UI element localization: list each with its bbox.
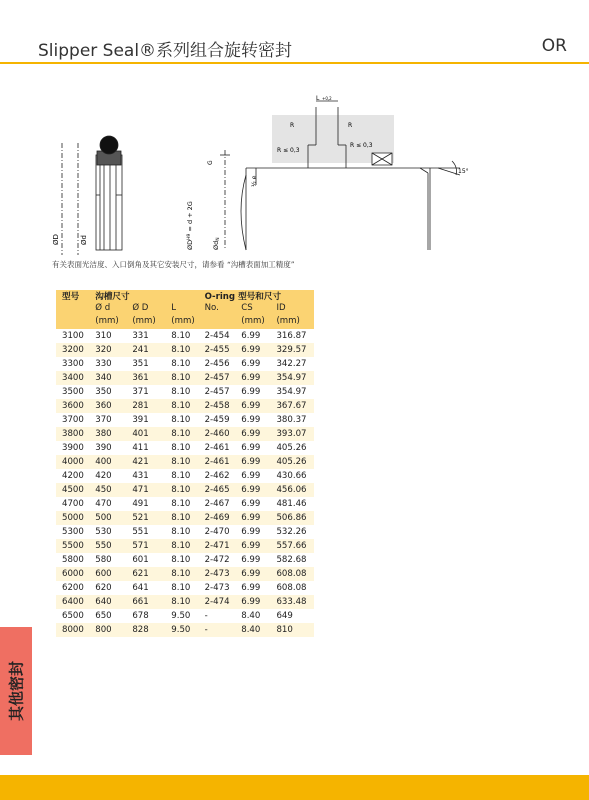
table-cell: 6.99: [241, 595, 276, 609]
table-cell: 401: [132, 427, 171, 441]
table-cell: 571: [132, 539, 171, 553]
r-left: R ≤ 0,3: [277, 147, 300, 154]
label-g: G: [207, 160, 214, 165]
table-cell: 330: [95, 359, 112, 369]
table-cell: 340: [95, 371, 132, 385]
table-cell: 411: [132, 443, 149, 453]
table-cell: 241: [132, 343, 171, 357]
table-cell: 649: [276, 611, 293, 621]
table-cell: -: [204, 611, 208, 621]
table-cell: 8.10: [171, 343, 204, 357]
r1-left: R: [290, 122, 295, 129]
product-code: OR: [541, 36, 567, 56]
table-row: [56, 385, 314, 399]
table-cell: 8.10: [171, 483, 204, 497]
table-cell: 331: [132, 331, 149, 341]
table-cell: 641: [132, 583, 149, 593]
table-cell: 2-465: [205, 483, 242, 497]
table-cell: 371: [132, 387, 149, 397]
col-L: L: [171, 302, 204, 313]
table-cell: 390: [95, 443, 112, 453]
table-cell: 600: [95, 567, 132, 581]
table-cell: 361: [132, 371, 171, 385]
table-cell: 8.10: [171, 595, 204, 609]
header-rule: [0, 62, 589, 64]
section-side-tab[interactable]: [0, 627, 32, 755]
table-cell: 8.10: [171, 539, 204, 553]
table-cell: 350: [95, 387, 112, 397]
table-cell: 557.66: [276, 539, 314, 553]
table-cell: 580: [95, 555, 112, 565]
table-cell: 3400: [56, 371, 95, 385]
col-D: Ø D: [132, 302, 171, 313]
table-cell: 8.10: [171, 427, 204, 441]
dimension-table: [56, 290, 314, 637]
table-cell: 281: [132, 399, 171, 413]
table-cell: 6.99: [241, 483, 276, 497]
table-cell: 431: [132, 471, 149, 481]
table-cell: 2-457: [205, 371, 242, 385]
table-cell: 2-460: [205, 427, 242, 441]
table-cell: 2-462: [204, 471, 230, 481]
table-row: [56, 427, 314, 441]
table-cell: 8.10: [171, 415, 191, 425]
table-cell: 3200: [56, 343, 95, 357]
table-cell: 3100: [62, 331, 84, 341]
label-d-outer: ØD: [52, 234, 60, 245]
table-cell: 8.10: [171, 443, 191, 453]
table-header-row-3: (mm) (mm) (mm) (mm) (mm): [56, 313, 314, 329]
table-row: [56, 441, 314, 455]
table-cell: 8.40: [241, 611, 261, 621]
label-d-inner: Ød: [80, 235, 88, 245]
table-cell: 471: [132, 483, 171, 497]
table-cell: 354.97: [276, 371, 314, 385]
table-cell: 6.99: [241, 455, 276, 469]
table-cell: -: [205, 623, 242, 637]
table-cell: 532.26: [276, 527, 307, 537]
table-row: [56, 357, 314, 371]
table-row: [56, 567, 314, 581]
table-cell: 608.08: [276, 567, 314, 581]
table-cell: 608.08: [276, 583, 307, 593]
table-cell: 370: [95, 415, 112, 425]
table-cell: 678: [132, 611, 149, 621]
table-cell: 4200: [62, 471, 84, 481]
table-row: [56, 371, 314, 385]
table-cell: 5800: [62, 555, 84, 565]
table-cell: 8.10: [171, 359, 191, 369]
table-cell: 530: [95, 527, 112, 537]
table-cell: 5300: [62, 527, 84, 537]
table-cell: 6.99: [241, 499, 261, 509]
table-cell: 6000: [56, 567, 95, 581]
label-dn: ØdN: [212, 237, 221, 250]
table-cell: 3900: [62, 443, 84, 453]
table-cell: 6.99: [241, 331, 261, 341]
dim-l-tol: +0,2: [322, 96, 332, 101]
table-cell: 391: [132, 415, 149, 425]
table-cell: 8.10: [171, 499, 191, 509]
table-header-row-2: [56, 302, 314, 313]
installation-drawing: [40, 95, 480, 255]
table-cell: 828: [132, 623, 171, 637]
table-cell: 8.10: [171, 527, 191, 537]
table-row: [56, 469, 314, 483]
table-cell: 400: [95, 455, 132, 469]
table-cell: 650: [95, 611, 112, 621]
table-row: [56, 623, 314, 637]
table-cell: 456.06: [276, 483, 314, 497]
table-cell: 582.68: [276, 555, 307, 565]
table-cell: 320: [95, 343, 132, 357]
table-cell: 6.99: [241, 555, 261, 565]
r-right: R ≤ 0,3: [350, 142, 373, 149]
table-cell: 6.99: [241, 511, 276, 525]
col-id: ID: [276, 302, 314, 313]
table-cell: 3700: [62, 415, 84, 425]
table-cell: 621: [132, 567, 171, 581]
seal-section-view: [62, 136, 122, 255]
table-cell: 380.37: [276, 415, 307, 425]
table-cell: 521: [132, 511, 171, 525]
page-title: Slipper Seal®系列组合旋转密封: [38, 41, 293, 61]
table-cell: 810: [276, 623, 314, 637]
table-cell: 4700: [62, 499, 84, 509]
table-cell: 6.99: [241, 359, 261, 369]
table-cell: 640: [95, 595, 132, 609]
table-cell: 8.10: [171, 555, 191, 565]
table-cell: 8.10: [171, 567, 204, 581]
table-cell: 2-473: [204, 583, 230, 593]
table-cell: 3600: [56, 399, 95, 413]
table-row: [56, 483, 314, 497]
table-cell: 2-472: [204, 555, 230, 565]
table-cell: 6500: [62, 611, 84, 621]
table-row: [56, 581, 314, 595]
table-row: [56, 329, 314, 343]
col-d: Ø d: [95, 302, 132, 313]
table-cell: 6200: [62, 583, 84, 593]
table-cell: 8.10: [171, 455, 204, 469]
table-cell: 4500: [56, 483, 95, 497]
table-cell: 342.27: [276, 359, 307, 369]
table-cell: 450: [95, 483, 132, 497]
table-cell: 360: [95, 399, 132, 413]
table-cell: 2-471: [205, 539, 242, 553]
table-cell: 329.57: [276, 343, 314, 357]
table-cell: 2-461: [205, 455, 242, 469]
table-header-row-1: [56, 290, 314, 302]
table-cell: 6.99: [241, 399, 276, 413]
table-cell: 506.86: [276, 511, 314, 525]
table-cell: 2-461: [204, 443, 230, 453]
table-cell: 3300: [62, 359, 84, 369]
table-row: [56, 553, 314, 567]
table-cell: 8000: [56, 623, 95, 637]
table-cell: 6.99: [241, 443, 261, 453]
table-cell: 5000: [56, 511, 95, 525]
angle-label: 15°: [458, 168, 469, 175]
installation-note: 有关表面光洁度、入口倒角及其它安装尺寸，请参看 “沟槽表面加工精度”: [52, 260, 295, 269]
table-cell: 470: [95, 499, 112, 509]
table-cell: 2-459: [204, 415, 230, 425]
r1-right: R: [348, 122, 353, 129]
table-cell: 551: [132, 527, 149, 537]
table-cell: 6.99: [241, 387, 261, 397]
table-cell: 8.10: [171, 371, 204, 385]
table-cell: 9.50: [171, 623, 204, 637]
table-cell: 393.07: [276, 427, 314, 441]
table-cell: 430.66: [276, 471, 307, 481]
table-cell: 8.10: [171, 511, 204, 525]
table-cell: 2-470: [204, 527, 230, 537]
table-cell: 9.50: [171, 611, 191, 621]
col-oring: O-ring 型号和尺寸: [205, 290, 314, 302]
table-cell: 2-474: [205, 595, 242, 609]
table-cell: 601: [132, 555, 149, 565]
side-tab-label: 其他密封: [7, 660, 26, 722]
table-cell: 405.26: [276, 455, 314, 469]
table-cell: 2-473: [205, 567, 242, 581]
col-groove: 沟槽尺寸: [95, 290, 171, 302]
table-row: [56, 525, 314, 539]
table-cell: 481.46: [276, 499, 307, 509]
table-cell: 633.48: [276, 595, 314, 609]
table-row: [56, 455, 314, 469]
table-cell: 6.99: [241, 427, 276, 441]
table-cell: 4000: [56, 455, 95, 469]
table-cell: 367.67: [276, 399, 314, 413]
table-cell: 2-455: [205, 343, 242, 357]
table-cell: 6.99: [241, 343, 276, 357]
table-cell: 6.99: [241, 371, 276, 385]
table-cell: 3800: [56, 427, 95, 441]
table-row: [56, 595, 314, 609]
table-cell: 8.10: [171, 583, 191, 593]
table-row: [56, 511, 314, 525]
table-cell: 2-458: [205, 399, 242, 413]
dim-l: L: [316, 95, 320, 102]
groove-detail: [220, 101, 460, 250]
col-cs: CS: [241, 302, 276, 313]
table-row: [56, 343, 314, 357]
table-cell: 491: [132, 499, 149, 509]
table-cell: 421: [132, 455, 171, 469]
col-type: 型号: [56, 290, 95, 302]
table-cell: 500: [95, 511, 132, 525]
table-row: [56, 399, 314, 413]
table-cell: 380: [95, 427, 132, 441]
table-cell: 6.99: [241, 539, 276, 553]
table-cell: 5500: [56, 539, 95, 553]
table-cell: 2-457: [204, 387, 230, 397]
table-cell: 8.10: [171, 399, 204, 413]
table-cell: 6.99: [241, 527, 261, 537]
table-row: [56, 497, 314, 511]
table-cell: 316.87: [276, 331, 307, 341]
table-row: [56, 539, 314, 553]
col-no: No.: [205, 302, 242, 313]
table-cell: 800: [95, 623, 132, 637]
table-cell: 310: [95, 331, 112, 341]
table-cell: 3500: [62, 387, 84, 397]
table-cell: 2-456: [204, 359, 230, 369]
table-cell: 6.99: [241, 567, 276, 581]
table-row: [56, 413, 314, 427]
table-cell: 6.99: [241, 471, 261, 481]
table-row: [56, 609, 314, 623]
label-half-e: ½ e: [251, 175, 258, 187]
table-cell: 661: [132, 595, 171, 609]
table-cell: 6400: [56, 595, 95, 609]
table-cell: 8.40: [241, 623, 276, 637]
table-cell: 6.99: [241, 415, 261, 425]
table-cell: 550: [95, 539, 132, 553]
table-cell: 8.10: [171, 471, 191, 481]
table-cell: 354.97: [276, 387, 307, 397]
table-cell: 420: [95, 471, 112, 481]
table-cell: 405.26: [276, 443, 307, 453]
table-cell: 2-467: [204, 499, 230, 509]
table-cell: 2-469: [205, 511, 242, 525]
label-dh9: $ØD^{H9} = d + 2G$: [186, 201, 194, 250]
table-cell: 6.99: [241, 583, 261, 593]
table-cell: 8.10: [171, 387, 191, 397]
table-cell: 620: [95, 583, 112, 593]
table-cell: 2-454: [204, 331, 230, 341]
table-cell: 8.10: [171, 331, 191, 341]
table-cell: 351: [132, 359, 149, 369]
footer-bar: [0, 775, 589, 800]
